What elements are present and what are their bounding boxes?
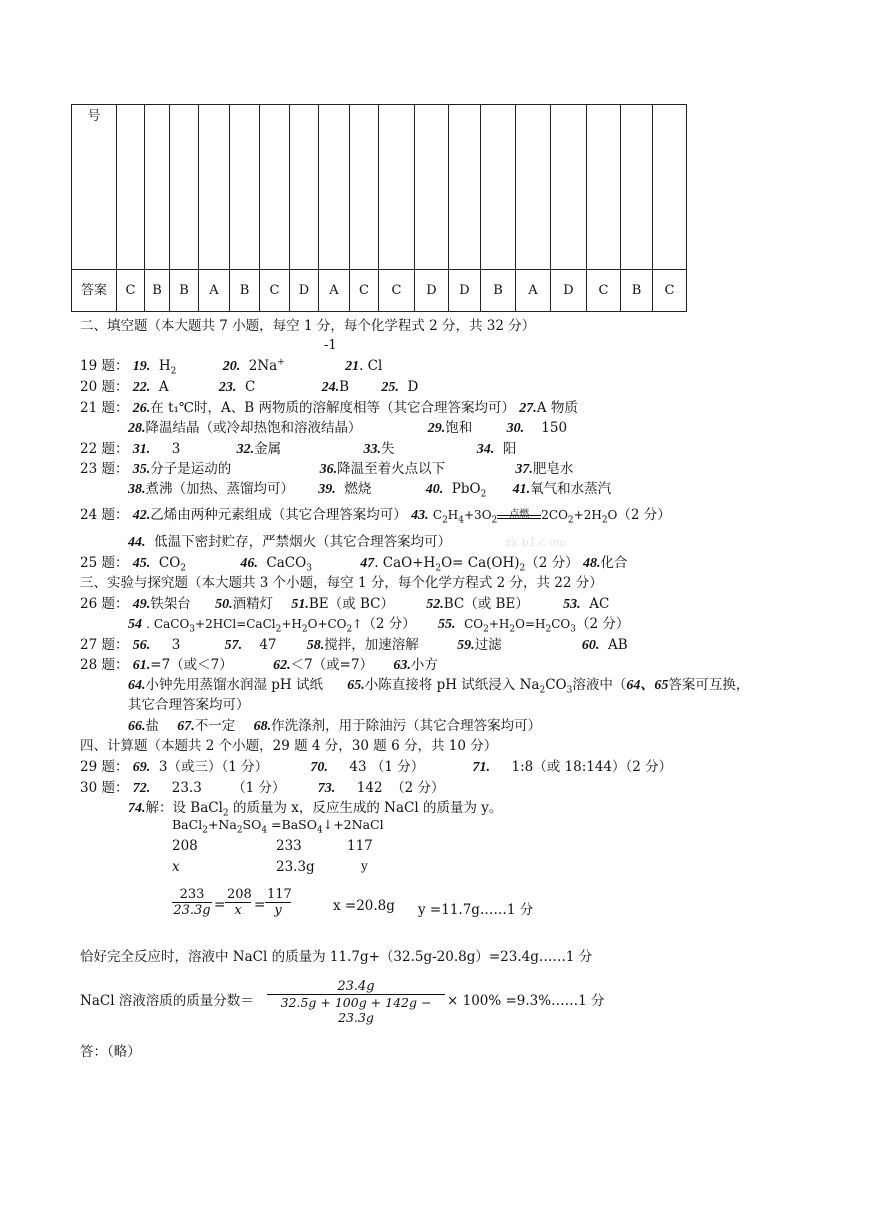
answer-cell: D (449, 270, 481, 312)
blank-number: 19. (132, 359, 151, 374)
fraction-denominator: 23.3g (173, 903, 211, 918)
answer-cell: C (379, 270, 415, 312)
fraction-numerator: 233 (172, 887, 212, 903)
q28-line (80, 653, 438, 674)
equals-sign: = (214, 897, 226, 913)
table-header-number (72, 105, 117, 270)
answer-text: AC (589, 596, 610, 612)
answer-text: 饱和 (445, 420, 473, 436)
header-answer-label: 答案 (80, 283, 107, 298)
watermark: xk b1.c om (505, 536, 567, 549)
q-label: 29 题： (80, 759, 129, 775)
blank-number: 55. (438, 617, 456, 632)
blank-number: 59. (457, 638, 475, 653)
q-label: 23 题： (80, 461, 129, 477)
answer-cell: C (260, 270, 290, 312)
final-answer: 答：（略） (80, 1044, 141, 1060)
q30-line-2: 74.解：设 BaCl$_2$ 的质量为 x，反应生成的 NaCl 的质量为 y。 (128, 800, 503, 819)
blank-number: 30. (506, 421, 525, 436)
table-cell (260, 105, 290, 270)
var-row-1: x (172, 859, 180, 875)
answer-text: B (339, 379, 350, 395)
blank-number: 57. (224, 638, 243, 653)
answer-text: =7（或＜7） (150, 657, 233, 673)
q20-line (80, 375, 418, 396)
score-text: （1 分） (232, 780, 286, 796)
q-label: 26 题： (80, 596, 129, 612)
fraction-2 (225, 887, 251, 918)
answer-text: 答案可互换， (668, 677, 750, 693)
table-cell (117, 105, 145, 270)
answer-text: AB (607, 637, 628, 653)
q-label: 27 题： (80, 637, 129, 653)
answer-cell: B (230, 270, 260, 312)
q-label: 21 题： (80, 400, 129, 416)
mass-fraction-result: × 100% =9.3%……1 分 (447, 993, 605, 1009)
table-cell (551, 105, 587, 270)
table-cell (290, 105, 319, 270)
blank-number: 52. (426, 597, 444, 612)
answer-text: 3（或三）（1 分） (158, 759, 269, 775)
blank-number: 27. (519, 401, 537, 416)
answer-text: 低温下密封贮存，严禁烟火（其它合理答案均可） (154, 534, 452, 550)
answer-cell: A (199, 270, 230, 312)
answer-text: 铁架台 (150, 596, 191, 612)
table-cell (230, 105, 260, 270)
answer-cell: D (290, 270, 319, 312)
answer-text: 解：设 BaCl (145, 800, 223, 816)
mass-fraction-label: NaCl 溶液溶质的质量分数＝ (80, 993, 254, 1009)
answer-text: 23.3 (171, 780, 202, 796)
answer-text: . Cl (359, 358, 383, 374)
blank-number: 61. (132, 658, 151, 673)
blank-number: 74. (128, 801, 146, 816)
solution-line-2: 恰好完全反应时，溶液中 NaCl 的质量为 11.7g+（32.5g-20.8g）=23.4g……1 分 (80, 949, 593, 965)
table-cell (449, 105, 481, 270)
answer-text: 肥皂水 (532, 461, 574, 477)
blank-number: 63. (393, 658, 411, 673)
table-cell (170, 105, 199, 270)
blank-number: 64. (128, 678, 146, 693)
q-label: 20 题： (80, 379, 129, 395)
answer-text: H (158, 358, 171, 374)
answer-text: 乙烯由两种元素组成（其它合理答案均可） (150, 507, 407, 523)
mass-row-2: 233 (276, 838, 302, 854)
answer-text: 氧气和水蒸汽 (530, 481, 612, 497)
blank-number: 37. (515, 462, 533, 477)
blank-number: 50. (215, 597, 233, 612)
answer-text: 化合 (600, 555, 628, 571)
blank-number: 22. (132, 380, 151, 395)
answer-text: 溶液中（ (572, 677, 627, 693)
blank-number: 43. (411, 508, 429, 523)
blank-number: 21 (345, 359, 360, 374)
answer-text: 3 (171, 637, 181, 653)
blank-number: 65. (347, 678, 365, 693)
table-cell (415, 105, 449, 270)
answer-text: 1:8（或 18:144）（2 分） (511, 759, 673, 775)
answer-text: 金属 (254, 441, 282, 457)
blank-number: 42. (132, 508, 151, 523)
blank-number: 28. (128, 421, 146, 436)
blank-number: 36. (319, 462, 338, 477)
y-result: y =11.7g……1 分 (418, 902, 534, 918)
equation-54: . $CaCO_3+2HCl=CaCl_2+H_2O+CO_2↑$ (146, 617, 363, 635)
blank-number: 70. (310, 760, 328, 775)
fraction-numerator: 117 (267, 887, 292, 902)
answer-text: 2Na (248, 358, 278, 374)
blank-number: 46. (240, 556, 258, 571)
q-label: 30 题： (80, 780, 129, 796)
blank-number: 24. (321, 380, 340, 395)
blank-number: 35. (132, 462, 151, 477)
score-text: （2 分） (391, 780, 445, 796)
blank-number: 32. (236, 442, 255, 457)
var-row-2: 23.3g (276, 859, 315, 875)
condition-text: 点燃 (509, 509, 530, 520)
table-cell (516, 105, 551, 270)
blank-number: 51. (291, 597, 309, 612)
fraction-denominator: y (274, 903, 282, 918)
answer-cell: D (551, 270, 587, 312)
answer-cell: B (170, 270, 199, 312)
table-cell (145, 105, 170, 270)
answer-text: 在 t₁℃时，A、B 两物质的溶解度相等（其它合理答案均可） (150, 400, 515, 416)
equals-sign: = (254, 897, 266, 913)
blank-number: 66. (128, 719, 146, 734)
blank-number: 67. (177, 719, 195, 734)
answer-text: A 物质 (536, 400, 578, 416)
answer-text: 47 (259, 637, 277, 653)
blank-number: 29. (427, 421, 446, 436)
blank-number: 56. (132, 638, 151, 653)
blank-number: 33. (363, 442, 381, 457)
blank-number: 62. (273, 658, 291, 673)
blank-number: 68. (253, 719, 272, 734)
x-result: x =20.8g (333, 898, 395, 914)
equation-55: $CO_2+H_2O=H_2CO_3$ (464, 617, 576, 635)
q22-line (80, 437, 516, 458)
score-text: （2 分） (525, 555, 579, 571)
answer-text: 搅拌，加速溶解 (324, 637, 419, 653)
blank-number: 48. (582, 556, 601, 571)
answer-text: 其它合理答案均可） (128, 697, 250, 713)
answer-text: BE（或 BC） (308, 596, 394, 612)
answer-text: 过滤 (474, 637, 502, 653)
q24-line (80, 503, 671, 525)
score-text: （2 分） (576, 616, 630, 632)
table-cell (481, 105, 516, 270)
header-number-label: 号 (87, 109, 101, 124)
equation-43-products: $2CO_2+2H_2O$ (541, 508, 618, 526)
blank-number: 69. (132, 760, 151, 775)
q30-line (80, 776, 445, 797)
answer-text: 降温至着火点以下 (337, 461, 446, 477)
fraction-denominator: 32.5g + 100g + 142g − 23.3g (280, 995, 432, 1025)
section-3-heading: 三、实验与探究题（本大题共 3 个小题，每空 1 分，每个化学方程式 2 分，共 22 分） (80, 575, 603, 591)
answer-text: CaCO (266, 555, 307, 571)
q28-line-3 (128, 693, 250, 713)
table-header-answer (72, 270, 117, 312)
q28-line-4 (128, 714, 541, 735)
equation-43: $C_2H_4+3O_2$ (432, 508, 498, 526)
answer-text: . CaO+H (374, 555, 436, 571)
q23-line (80, 457, 573, 478)
table-cell (350, 105, 379, 270)
answer-text: CO (158, 555, 181, 571)
blank-number: 38. (128, 482, 146, 497)
q-label: 28 题： (80, 657, 129, 673)
q-label: 25 题： (80, 555, 129, 571)
q-label: 24 题： (80, 507, 129, 523)
section-2-heading: 二、填空题（本大题共 7 小题，每空 1 分，每个化学程式 2 分，共 32 分） (80, 318, 536, 334)
blank-number: 23. (218, 380, 237, 395)
blank-number: 71. (472, 760, 491, 775)
blank-number: 25. (381, 380, 399, 395)
table-cell (653, 105, 687, 270)
table-cell (587, 105, 621, 270)
blank-number: 45. (132, 556, 151, 571)
answer-text: 小方 (410, 657, 438, 673)
blank-number: 64、65 (626, 678, 669, 693)
answer-text: A (158, 379, 169, 395)
blank-number: 54 (128, 617, 142, 632)
blank-number: 47 (360, 556, 375, 571)
answer-text: BC（或 BE） (443, 596, 529, 612)
table-cell (379, 105, 415, 270)
mass-row-3: 117 (347, 838, 373, 854)
q27-line (80, 633, 628, 654)
answer-text: 分子是运动的 (150, 461, 232, 477)
answer-cell: A (516, 270, 551, 312)
q-label: 19 题： (80, 358, 129, 374)
reaction-equation: $BaCl_2+Na_2SO_4$ =BaSO$_4$↓+2NaCl (172, 817, 384, 836)
answer-text: 3 (171, 441, 181, 457)
answer-text: 盐 (145, 718, 159, 734)
score-text: （2 分） (362, 616, 416, 632)
q21-line-2 (128, 416, 567, 437)
score-text: （2 分） (617, 507, 671, 523)
answer-cell: B (621, 270, 653, 312)
q24-line-2 (128, 530, 566, 551)
fraction-numerator: 23.4g (267, 979, 445, 995)
blank-number: 31. (132, 442, 151, 457)
q25-line: 25 题： 45. $CO_2$ 46. CaCO$_3$ 47. $CaO+H_2O= Ca(OH)_2(2$ 分） 48.化合 (80, 555, 628, 574)
answer-text: 43 （1 分） (349, 759, 425, 775)
q29-line (80, 755, 672, 776)
mass-fraction (267, 979, 445, 1025)
answer-cell: A (319, 270, 350, 312)
fraction-denominator: x (234, 903, 242, 918)
answer-cell: C (587, 270, 621, 312)
answer-text: 燃烧 (344, 481, 372, 497)
answer-cell: C (653, 270, 687, 312)
answer-table (71, 104, 687, 312)
answer-text: 小陈直接将 pH 试纸浸入 Na (364, 677, 540, 693)
answer-cell: B (145, 270, 170, 312)
answer-text: 的质量为 x，反应生成的 NaCl 的质量为 y。 (228, 800, 503, 816)
answer-cell: C (350, 270, 379, 312)
blank-number: 73. (317, 781, 336, 796)
blank-number: 60. (581, 638, 600, 653)
answer-cell: D (415, 270, 449, 312)
answer-text: 150 (541, 420, 568, 436)
table-cell (621, 105, 653, 270)
var-row-3: y (361, 859, 368, 873)
answer-text: 降温结晶（或冷却热饱和溶液结晶） (145, 420, 362, 436)
q28-line-2: 64.小钟先用蒸馏水润湿 pH 试纸 65.小陈直接将 pH 试纸浸入 $Na_2CO_3$溶液中（64、65答案可互换， (128, 677, 750, 696)
blank-number: 34. (476, 442, 495, 457)
answer-text: 阳 (502, 441, 517, 457)
mass-row-1: 208 (172, 838, 198, 854)
answer-text: 煮沸（加热、蒸馏均可） (145, 481, 294, 497)
table-cell (319, 105, 350, 270)
blank-number: 72. (132, 781, 151, 796)
answer-cell: C (117, 270, 145, 312)
q-label: 22 题： (80, 441, 129, 457)
section-4-heading: 四、计算题（本题共 2 个小题，29 题 4 分，30 题 6 分，共 10 分） (80, 738, 498, 754)
q23-line-2: 38.煮沸（加热、蒸馏均可） 39. 燃烧 40. PbO$_2$ 41.氧气和水蒸汽 (128, 481, 612, 500)
answer-text: C (245, 379, 256, 395)
answer-text: 作洗涤剂，用于除油污（其它合理答案均可） (271, 718, 542, 734)
blank-number: 40. (425, 482, 444, 497)
table-cell (199, 105, 230, 270)
q26-line (80, 592, 609, 613)
fraction-1 (172, 887, 212, 918)
answer-text: 不一定 (194, 718, 236, 734)
blank-number: 44. (128, 535, 146, 550)
blank-number: 20. (222, 359, 241, 374)
q19-line: 19 题： 19. $H_2$ 20. 2Na+ 21. Cl (80, 357, 383, 377)
blank-number: 26. (132, 401, 151, 416)
blank-number: 53. (563, 597, 581, 612)
answer-text: ＜7（或=7） (290, 657, 374, 673)
answer-text: PbO (451, 481, 481, 497)
answer-text: 142 (356, 780, 383, 796)
q21-line (80, 396, 578, 417)
answer-cell: B (481, 270, 516, 312)
answer-text: D (407, 379, 419, 395)
stray-mark: -1 (324, 338, 337, 353)
fraction-3 (265, 887, 291, 918)
blank-number: 49. (132, 597, 151, 612)
answer-text: 酒精灯 (232, 596, 274, 612)
blank-number: 39. (318, 482, 336, 497)
blank-number: 41. (512, 482, 531, 497)
answer-text: 失 (380, 441, 395, 457)
answer-text: 小钟先用蒸馏水润湿 pH 试纸 (145, 677, 323, 693)
fraction-numerator: 208 (227, 887, 252, 902)
q26-line-2 (128, 612, 629, 634)
blank-number: 58. (306, 638, 325, 653)
